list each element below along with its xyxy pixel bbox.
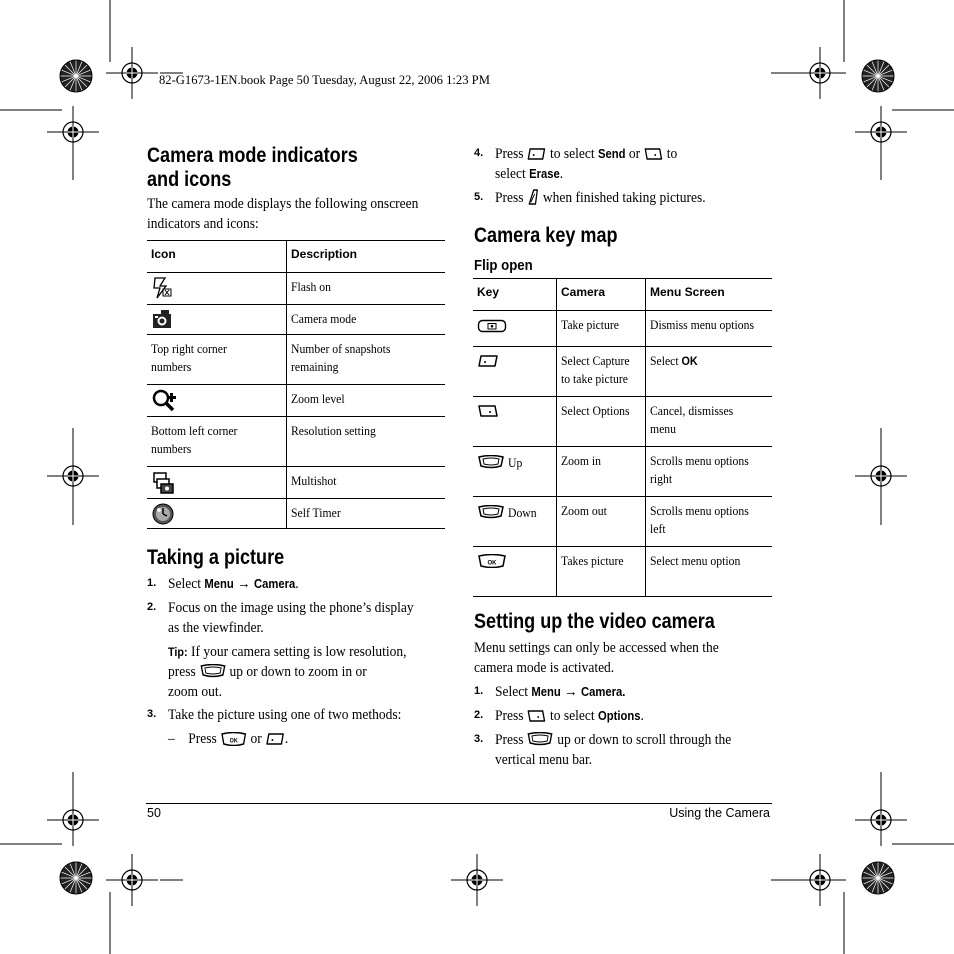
zoom-level-icon — [151, 388, 179, 414]
left-softkey-icon — [265, 732, 285, 746]
svg-text:OK: OK — [229, 738, 238, 745]
print-header: 82-G1673-1EN.book Page 50 Tuesday, August 22, 2006 1:23 PM — [159, 72, 490, 87]
camera-mode-icon — [151, 308, 173, 330]
left-softkey-icon — [477, 354, 499, 368]
multishot-icon — [151, 470, 177, 496]
end-key-icon — [527, 189, 540, 205]
key-map-table — [473, 278, 772, 597]
footer-section-name: Using the Camera — [669, 806, 770, 820]
table-row: Down Zoom out Scrolls menu options left — [473, 497, 772, 547]
key-map-header-key: Key — [473, 279, 557, 311]
right-softkey-icon — [644, 147, 664, 161]
nav-key-icon — [527, 732, 554, 746]
ok-key-icon — [220, 732, 247, 746]
nav-key-icon — [477, 505, 505, 519]
self-timer-icon — [151, 502, 177, 526]
tip: Tip: If your camera setting is low resolution, press up or down to zoom in or zoom out. — [168, 644, 407, 700]
table-row: Zoom level — [147, 385, 445, 417]
section-title-indicators: Camera mode indicators and icons — [147, 144, 358, 191]
section-title-key-map: Camera key map — [474, 224, 618, 247]
right-softkey-icon — [527, 709, 547, 723]
table-row: Select Options Cancel, dismisses menu — [473, 397, 772, 447]
camera-key-icon — [477, 319, 507, 333]
icons-table — [147, 240, 445, 529]
flash-icon — [151, 276, 173, 300]
section-title-video-camera: Setting up the video camera — [474, 610, 715, 633]
table-row: Take picture Dismiss menu options — [473, 311, 772, 347]
table-row: Select Capture to take picture Select OK — [473, 347, 772, 397]
table-row: Up Zoom in Scrolls menu options right — [473, 447, 772, 497]
nav-key-icon — [199, 664, 226, 678]
footer-rule — [146, 803, 772, 804]
icons-table-header-icon: Icon — [147, 241, 287, 273]
table-row: Self Timer — [147, 499, 445, 529]
page-number: 50 — [147, 806, 161, 820]
indicators-intro: The camera mode displays the following onscreen indicators and icons: — [147, 196, 419, 232]
key-label: Down — [508, 505, 537, 520]
key-map-header-menu: Menu Screen — [646, 279, 773, 311]
section-title-taking-picture: Taking a picture — [147, 546, 285, 569]
nav-key-icon — [477, 455, 505, 469]
key-map-header-camera: Camera — [557, 279, 646, 311]
key-map-subtitle: Flip open — [474, 257, 533, 274]
key-label: Up — [508, 455, 523, 470]
left-softkey-icon — [527, 147, 547, 161]
ok-key-icon — [477, 554, 507, 568]
table-row: Multishot — [147, 467, 445, 499]
table-row: Camera mode — [147, 305, 445, 335]
table-row: Bottom left corner numbers Resolution setting — [147, 417, 445, 467]
table-row: Top right corner numbers Number of snapshots remaining — [147, 335, 445, 385]
icons-table-header-description: Description — [287, 241, 446, 273]
svg-text:OK: OK — [487, 560, 497, 567]
video-intro: Menu settings can only be accessed when the camera mode is activated. — [474, 640, 719, 676]
right-softkey-icon — [477, 404, 499, 418]
taking-method-line: – Press OK or . — [168, 731, 289, 747]
table-row: OK Takes picture Select menu option — [473, 547, 772, 597]
table-row: Flash on — [147, 273, 445, 305]
